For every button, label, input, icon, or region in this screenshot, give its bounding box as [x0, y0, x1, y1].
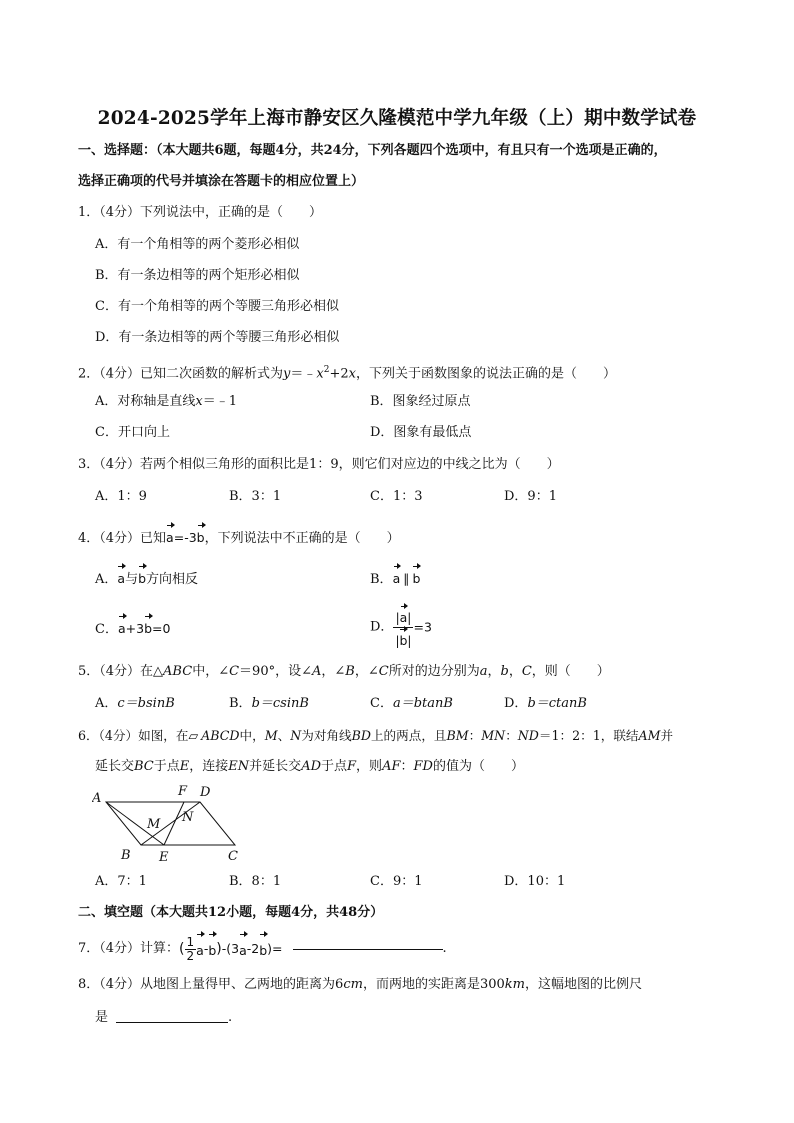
q5-b: b	[500, 664, 509, 679]
q6-label-f: F	[178, 784, 188, 799]
q6-label-d: D	[200, 785, 211, 800]
q6-label-m: M	[147, 817, 161, 832]
q5-a: a	[479, 664, 488, 679]
q4-option-c-mid: +3	[125, 621, 145, 636]
q6-colon-1: ：	[468, 728, 482, 743]
q6-l1-a: 6．（4分）如图，在	[78, 728, 189, 743]
q5-comma-2: ，∠	[354, 664, 379, 679]
q4-option-a-vec-b: b	[138, 565, 146, 589]
q7-denominator: 2	[186, 948, 195, 963]
q7-answer-blank[interactable]	[293, 949, 443, 950]
q8-text-b: ，而两地的实距离是300	[362, 977, 505, 992]
q6-l1-b: 中，	[239, 728, 265, 743]
q4-stem	[78, 524, 400, 549]
q2-eq-x1: x	[316, 366, 324, 382]
q6-label-n: N	[182, 810, 194, 825]
q8-text-c: ，这幅地图的比例尺	[524, 977, 642, 992]
q8-line1	[78, 975, 642, 995]
q4-option-a-and: 与	[125, 572, 139, 587]
q5-text-c: ＝90°，设∠	[239, 664, 312, 679]
q5-text-e: ，则（ ）	[531, 664, 610, 679]
q6-e: E	[179, 759, 190, 774]
q2-option-d: D．图象有最低点	[370, 425, 472, 440]
exam-title: 2024-2025学年上海市静安区久隆模范中学九年级（上）期中数学试卷	[97, 108, 697, 129]
q7-vec-a2: a	[239, 933, 247, 965]
q7-vec-b: b	[208, 933, 216, 965]
q2-eq-sup: 2	[323, 365, 330, 375]
q6-m: M	[264, 728, 278, 743]
q2-eq-x2: x	[348, 366, 357, 382]
q6-dot: 、	[277, 728, 291, 743]
q5-option-d-expr: b＝ctanB	[527, 696, 587, 711]
q6-bd: BD	[351, 728, 371, 743]
q5-stem	[78, 662, 610, 682]
q4-option-d-denominator	[393, 628, 413, 650]
q2-option-a-post: ＝﹣1	[202, 394, 238, 409]
q6-label-a: A	[92, 791, 102, 806]
q8-km: km	[504, 977, 525, 992]
q5-option-a-expr: c＝bsinB	[117, 696, 175, 711]
q4-option-d-fraction	[393, 605, 413, 650]
q6-parallelogram-symbol: ▱	[188, 728, 199, 743]
q4-option-d-bar-1: |	[395, 611, 400, 625]
q5-option-c-expr: a＝btanB	[392, 696, 453, 711]
q6-f: F	[347, 759, 357, 774]
q5-text-a: 5．（4分）在△	[78, 664, 164, 679]
q3-option-c: C．1：3	[370, 489, 423, 504]
q3-option-d: D．9：1	[504, 489, 557, 504]
q5-text-b: 中，∠	[192, 664, 230, 679]
q8-cm: cm	[343, 977, 363, 992]
q4-option-d-numerator	[393, 605, 413, 628]
q4-option-d-post: =3	[413, 619, 432, 635]
q5-option-a	[95, 694, 175, 714]
q4-option-b-label: B．	[370, 572, 393, 587]
q6-line2	[95, 757, 524, 777]
q2-stem	[78, 360, 616, 384]
q5-comma-1: ，∠	[321, 664, 346, 679]
q8-text-d: 是	[95, 1010, 109, 1025]
q4-option-c-vec-b: b	[144, 615, 152, 639]
q6-l2-a: 延长交	[95, 759, 135, 774]
q2-option-a	[95, 392, 237, 412]
q7-vec-a: a	[196, 933, 204, 965]
q4-option-c	[95, 615, 170, 640]
q6-bm: BM	[446, 728, 469, 743]
q8-period: .	[228, 1010, 233, 1025]
section1-heading-line1: 一、选择题：（本大题共6题，每题4分，共24分，下列各题四个选项中，有且只有一个选项是正确的，	[78, 143, 667, 158]
q1-stem: 1．（4分）下列说法中，正确的是（ ）	[78, 205, 323, 220]
q5-c2: C	[378, 664, 389, 679]
q6-ad: AD	[301, 759, 321, 774]
q5-option-c	[370, 694, 453, 714]
q4-eq: =-3	[173, 530, 197, 545]
q4-stem-text-b: ，下列说法中不正确的是（ ）	[204, 531, 400, 546]
q6-line-ef	[164, 802, 184, 845]
q4-option-d-label: D．	[370, 619, 394, 635]
q5-c: C	[229, 664, 240, 679]
section2-heading: 二、填空题（本大题共12小题，每题4分，共48分）	[78, 905, 384, 920]
q4-option-c-vec-a: a	[118, 615, 126, 639]
q3-option-b: B．3：1	[229, 489, 282, 504]
q2-stem-text-b: ，下列关于函数图象的说法正确的是（ ）	[356, 366, 617, 382]
q6-l2-d: 并延长交	[249, 759, 302, 774]
q7-line	[78, 933, 447, 965]
q8-answer-blank[interactable]	[116, 1022, 228, 1023]
q4-option-c-post: =0	[152, 621, 171, 636]
q4-option-b-parallel: ∥	[403, 571, 410, 586]
q7-mid: -(3	[221, 941, 240, 956]
q6-am: AM	[638, 728, 661, 743]
q4-option-b	[370, 565, 420, 590]
q5-c3: C	[521, 664, 532, 679]
q4-option-b-vec-a: a	[393, 565, 401, 589]
q6-label-e: E	[159, 850, 169, 865]
q5-A: A	[311, 664, 322, 679]
q6-option-c: C．9：1	[370, 874, 423, 889]
q6-l2-c: ，连接	[189, 759, 229, 774]
q6-mn: MN	[481, 728, 506, 743]
q2-option-a-var: x	[195, 394, 203, 409]
q3-option-a: A．1：9	[95, 489, 147, 504]
q6-abcd: ABCD	[201, 728, 240, 743]
q7-open-paren: (	[179, 941, 185, 957]
q5-option-b-expr: b＝csinB	[251, 696, 309, 711]
q1-option-d: D．有一条边相等的两个等腰三角形必相似	[95, 330, 340, 345]
q6-bc: BC	[134, 759, 154, 774]
q5-B: B	[345, 664, 355, 679]
q3-stem: 3．（4分）若两个相似三角形的面积比是1：9，则它们对应边的中线之比为（ ）	[78, 457, 560, 472]
q6-l1-e: ＝1：2：1，联结	[538, 728, 639, 743]
q7-minus: -	[203, 941, 209, 956]
q5-option-b	[229, 694, 309, 714]
q8-text-a: 8．（4分）从地图上量得甲、乙两地的距离为6	[78, 977, 344, 992]
q7-period: .	[442, 941, 447, 956]
q4-option-d-vec-b: b	[399, 628, 407, 650]
q5-sep-2: ，	[508, 664, 522, 679]
q6-l2-b: 于点	[153, 759, 180, 774]
q7-close-paren: )	[216, 941, 222, 957]
q4-option-d-bar-4: |	[407, 634, 412, 648]
q6-l1-d: 上的两点，且	[370, 728, 447, 743]
q7-fraction	[185, 936, 197, 963]
q5-option-b-label: B．	[229, 696, 252, 711]
q6-option-a: A．7：1	[95, 874, 147, 889]
q4-option-a-label: A．	[95, 572, 118, 587]
q1-option-c: C．有一个角相等的两个等腰三角形必相似	[95, 299, 339, 314]
q6-l1-c: 为对角线	[301, 728, 352, 743]
q5-option-d	[504, 694, 587, 714]
q2-stem-text-a: 2．（4分）已知二次函数的解析式为	[78, 366, 284, 382]
q7-numerator: 1	[186, 934, 195, 949]
q7-minus2: -2	[246, 941, 260, 956]
q6-colon-2: ：	[505, 728, 518, 743]
q2-option-a-text: A．对称轴是直线	[95, 394, 196, 409]
q4-option-a	[95, 565, 198, 590]
q4-option-b-vec-b: b	[412, 565, 420, 589]
q6-n: N	[290, 728, 302, 743]
q2-eq-plus: +2	[329, 366, 349, 382]
q4-option-d-bar-2: |	[407, 611, 412, 625]
q4-option-d-bar-3: |	[395, 634, 400, 648]
q6-nd: ND	[517, 728, 539, 743]
q4-option-a-post: 方向相反	[146, 572, 199, 587]
q2-option-c: C．开口向上	[95, 425, 170, 440]
q6-option-d: D．10：1	[504, 874, 566, 889]
q5-option-a-label: A．	[95, 696, 118, 711]
q6-label-c: C	[228, 849, 238, 864]
q2-eq-y: y	[283, 366, 291, 382]
q6-fd: FD	[413, 759, 433, 774]
q4-stem-text-a: 4．（4分）已知	[78, 531, 167, 546]
q6-l2-h: 的值为（ ）	[432, 759, 524, 774]
q4-option-a-vec-a: a	[117, 565, 125, 589]
q7-vec-b2: b	[259, 933, 267, 965]
q8-line2	[95, 1008, 232, 1028]
q6-l2-b2: 于点	[321, 759, 348, 774]
q5-option-c-label: C．	[370, 696, 393, 711]
q5-abc: ABC	[163, 664, 193, 679]
q4-option-d	[370, 605, 432, 650]
q1-option-a: A．有一个角相等的两个菱形必相似	[95, 237, 300, 252]
q6-label-b: B	[121, 848, 131, 863]
q5-text-d: 所对的边分别为	[388, 664, 480, 679]
q7-equals: )=	[267, 941, 283, 956]
q6-en: EN	[228, 759, 250, 774]
q2-eq-mid: ＝﹣	[290, 366, 317, 382]
q6-af: AF	[382, 759, 401, 774]
q6-parallelogram-figure	[92, 781, 252, 865]
q6-l1-f: 并	[660, 728, 674, 743]
q6-option-b: B．8：1	[229, 874, 282, 889]
section1-heading-line2: 选择正确项的代号并填涂在答题卡的相应位置上）	[78, 174, 365, 189]
q2-option-b: B．图象经过原点	[370, 394, 471, 409]
q6-l2-g: ，则	[356, 759, 383, 774]
q4-option-c-label: C．	[95, 622, 118, 637]
q4-option-d-vec-a: a	[400, 605, 408, 627]
q6-colon-3: ：	[400, 759, 414, 774]
q5-sep-1: ，	[487, 664, 501, 679]
q4-vector-b: b	[197, 524, 205, 548]
q7-stem: 7．（4分）计算：	[78, 941, 180, 956]
q6-line1	[78, 726, 673, 746]
q4-vector-a: a	[166, 524, 174, 548]
q1-option-b: B．有一条边相等的两个矩形必相似	[95, 268, 300, 283]
q5-option-d-label: D．	[504, 696, 528, 711]
